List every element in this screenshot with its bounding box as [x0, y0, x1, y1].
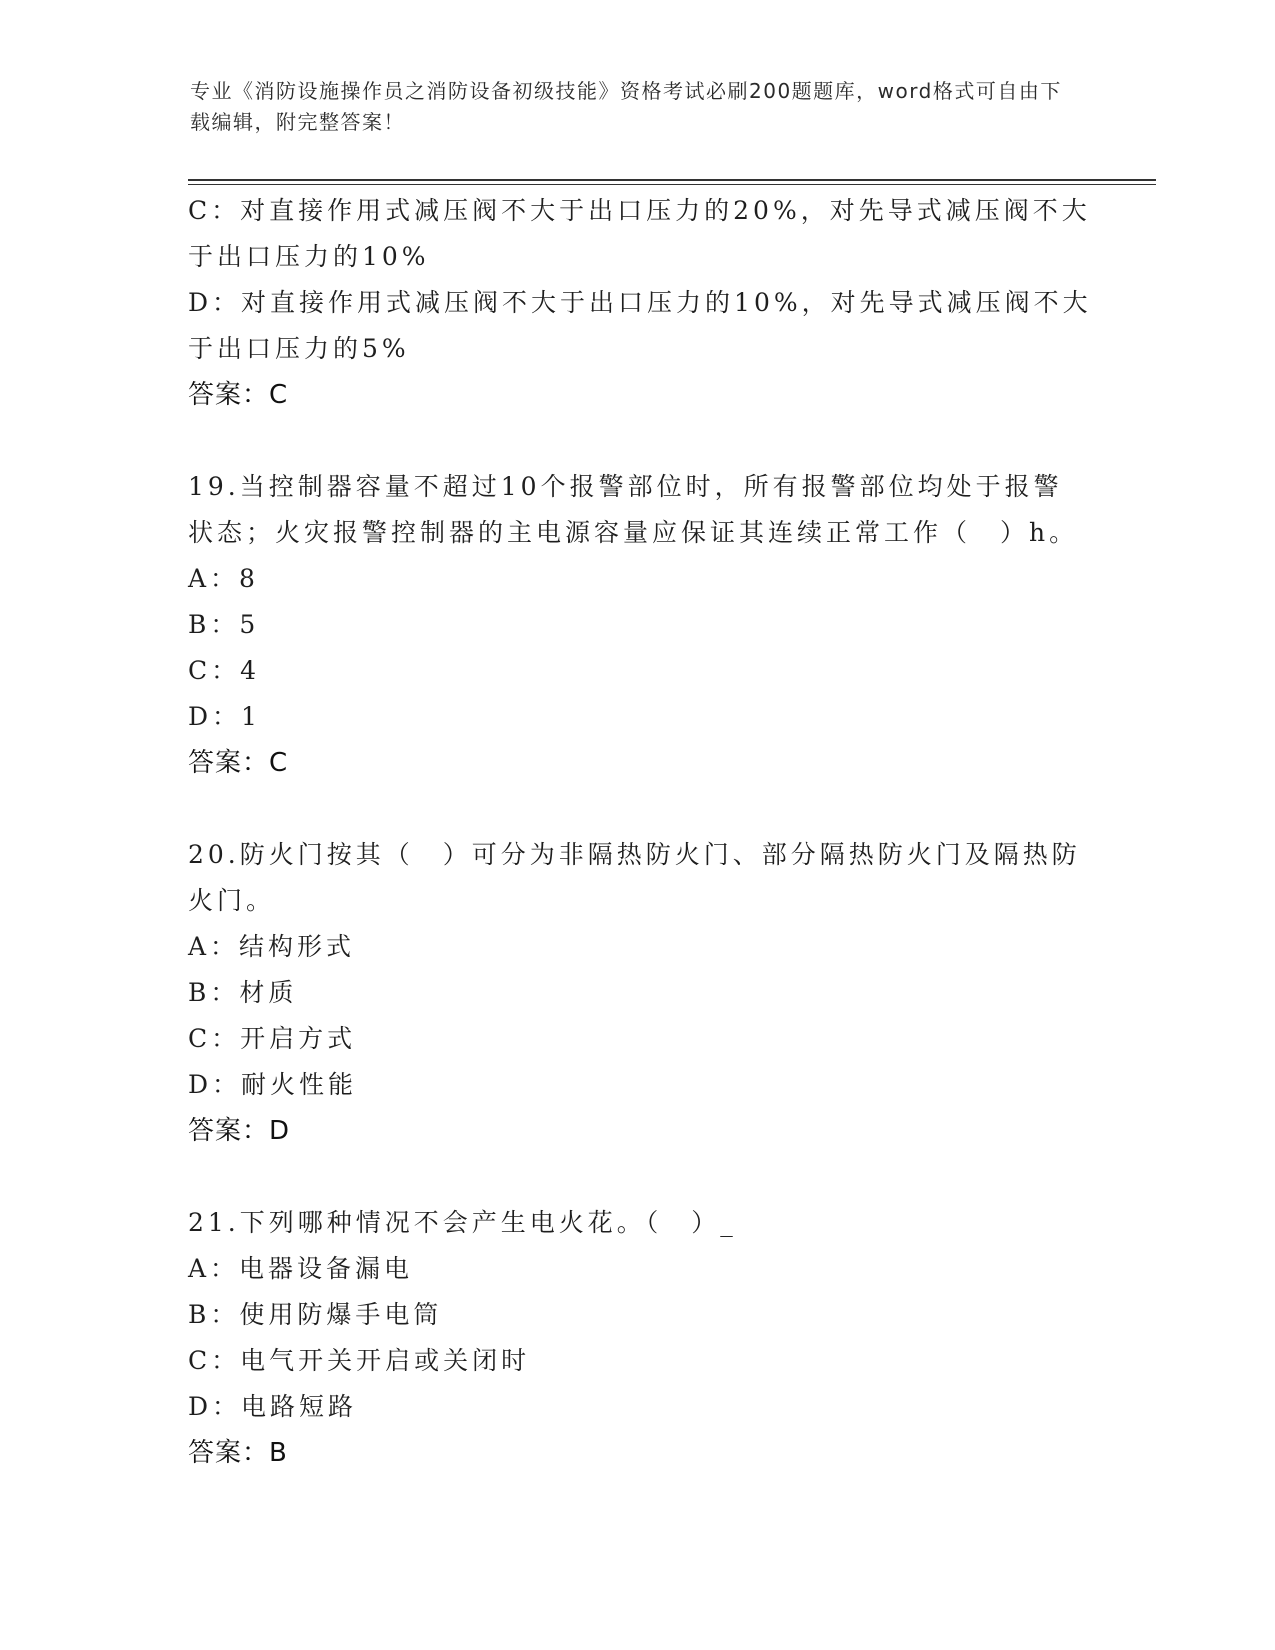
option-d: D：电路短路 — [188, 1392, 358, 1421]
question-content — [188, 188, 1092, 1476]
question-stem-line-2: 状态；火灾报警控制器的主电源容量应保证其连续正常工作（ ）h。 — [188, 518, 1079, 547]
document-header — [190, 76, 1080, 138]
spacer — [188, 1154, 1088, 1200]
option-a: A：8 — [188, 564, 259, 593]
spacer — [188, 786, 1088, 832]
answer: 答案：B — [188, 1438, 288, 1468]
spacer — [188, 418, 1088, 464]
option-b: B：5 — [188, 610, 260, 639]
header-rule-thin — [188, 184, 1156, 185]
option-c: C：开启方式 — [188, 1024, 357, 1053]
answer: 答案：C — [188, 748, 289, 778]
option-c-line-1: C：对直接作用式减压阀不大于出口压力的20%，对先导式减压阀不大 — [188, 196, 1091, 225]
question-stem-line-1: 21.下列哪种情况不会产生电火花。（ ）_ — [188, 1208, 737, 1237]
option-a: A：电器设备漏电 — [188, 1254, 414, 1283]
option-d-line-1: D：对直接作用式减压阀不大于出口压力的10%，对先导式减压阀不大 — [188, 288, 1092, 317]
header-rule-thick — [188, 179, 1156, 181]
question-stem-line-1: 19.当控制器容量不超过10个报警部位时，所有报警部位均处于报警 — [188, 472, 1063, 501]
option-d: D：1 — [188, 702, 261, 731]
option-d: D：耐火性能 — [188, 1070, 358, 1099]
option-b: B：使用防爆手电筒 — [188, 1300, 443, 1329]
option-c: C：电气开关开启或关闭时 — [188, 1346, 531, 1375]
option-a: A：结构形式 — [188, 932, 356, 961]
question-21 — [188, 1200, 1088, 1476]
option-b: B：材质 — [188, 978, 298, 1007]
header-text: 专业《消防设施操作员之消防设备初级技能》资格考试必刷200题题库，word格式可自由下载编辑，附完整答案！ — [190, 79, 1062, 134]
question-stem-line-1: 20.防火门按其（ ）可分为非隔热防火门、部分隔热防火门及隔热防 — [188, 840, 1081, 869]
question-stem-line-2: 火门。 — [188, 886, 276, 915]
question-20 — [188, 832, 1088, 1154]
option-d-line-2: 于出口压力的5% — [188, 334, 410, 363]
option-c: C：4 — [188, 656, 261, 685]
question-19 — [188, 464, 1088, 786]
answer: 答案：C — [188, 380, 289, 410]
answer: 答案：D — [188, 1116, 291, 1146]
option-c-line-2: 于出口压力的10% — [188, 242, 430, 271]
question-18-continued — [188, 188, 1092, 418]
